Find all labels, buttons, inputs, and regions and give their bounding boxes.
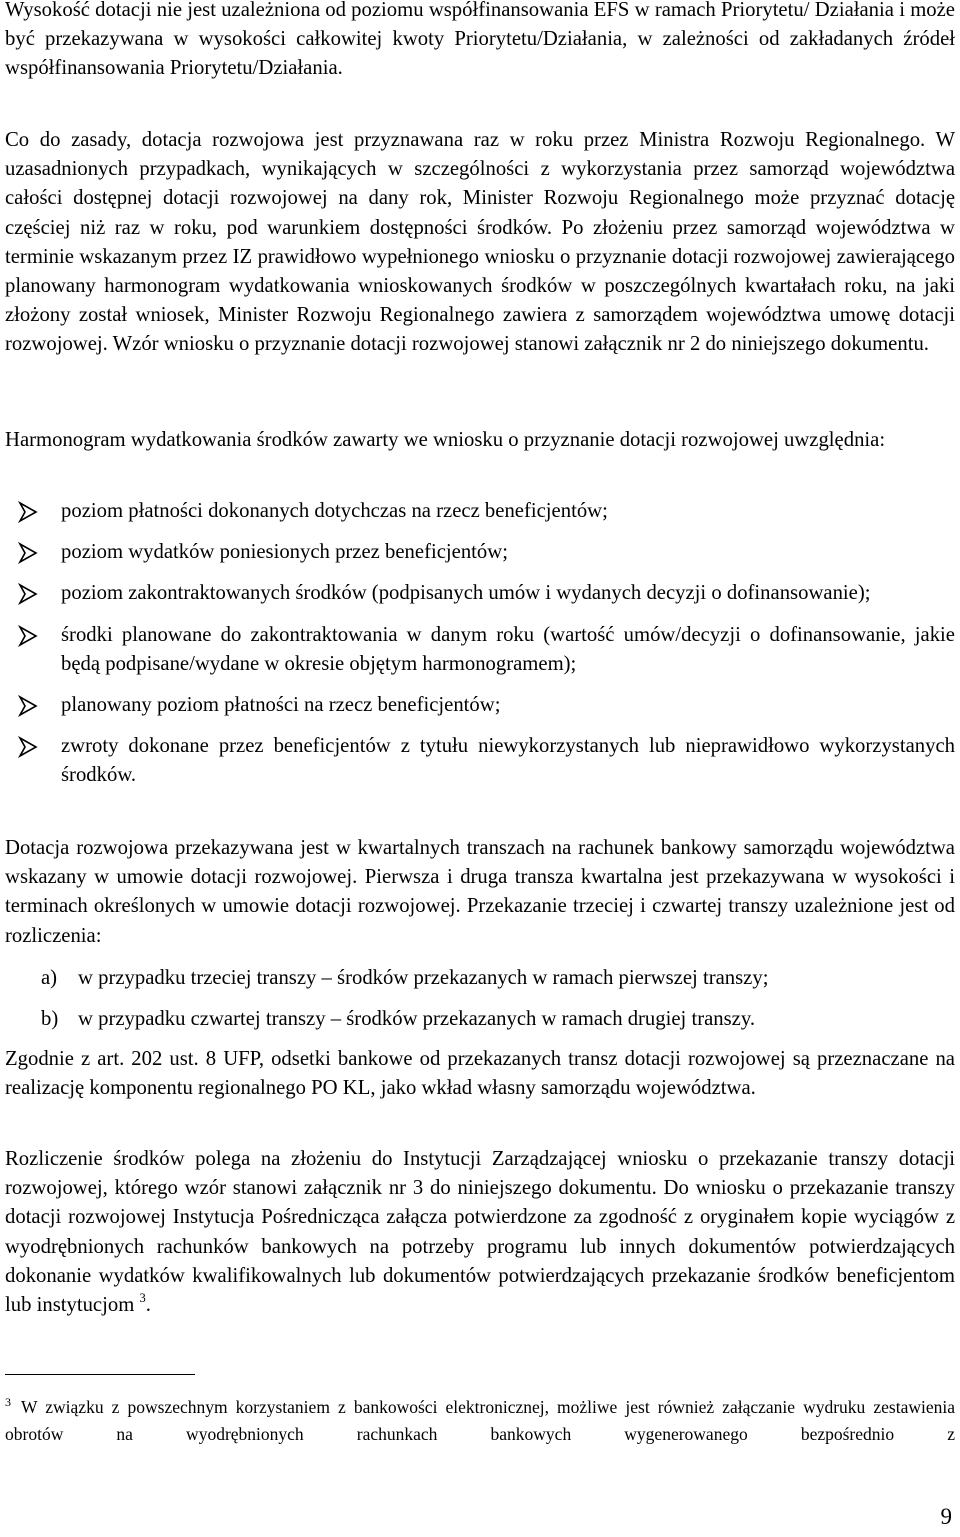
paragraph-settlement-text: Rozliczenie środków polega na złożeniu do Instytucji Zarządzającej wniosku o przekazanie transzy dotacji rozwojowej, którego wzór stanowi załącznik nr 3 do niniejszego dokumentu. Do wniosku o przekazanie transzy dotacji rozwojowej Instytucja Pośrednicząca załącza potwierdzone za zgodność z oryginałem kopie wyciągów z wyodrębnionych rachunków bankowych na potrzeby programu lub innych dokumentów potwierdzających dokonanie wydatków kwalifikowalnych lub dokumentów potwierdzających przekazanie środków beneficjentom lub instytucjom [5, 1148, 955, 1317]
tranche-settlement-list [5, 964, 955, 1046]
paragraph-bank-interest: Zgodnie z art. 202 ust. 8 UFP, odsetki bankowe od przekazanych transz dotacji rozwojowej są przeznaczane na realizację komponentu regionalnego PO KL, jako wkład własny samorządu województwa. [5, 1048, 955, 1100]
bullet-text: poziom wydatków poniesionych przez beneficjentów; [61, 541, 508, 564]
list-item [5, 964, 955, 993]
list-item-marker: a) [41, 967, 58, 989]
footnote-marker: 3 [5, 1395, 11, 1409]
bullet-text: poziom płatności dokonanych dotychczas na rzecz beneficjentów; [61, 500, 608, 522]
arrowhead-bullet-icon [17, 542, 39, 564]
paragraph-funding-amount: Wysokość dotacji nie jest uzależniona od poziomu współfinansowania EFS w ramach Priorytetu/ Działania i może być przekazywana w wysokości całkowitej kwoty Priorytetu/Działania, w zależności od zakładanych źródeł współfinansowania Priorytetu/Działania. [5, 0, 955, 80]
list-item-text: w przypadku czwartej transzy – środków przekazanych w ramach drugiej transzy. [78, 1008, 756, 1031]
list-item [5, 1005, 955, 1034]
list-item-text: w przypadku trzeciej transzy – środków przekazanych w ramach pierwszej transzy; [78, 967, 769, 989]
paragraph-grant-award: Co do zasady, dotacja rozwojowa jest przyznawana raz w roku przez Ministra Rozwoju Regionalnego. W uzasadnionych przypadkach, wynikających w szczególności z wykorzystania przez samorząd województwa całości dostępnej dotacji rozwojowej na dany rok, Minister Rozwoju Regionalnego może przyznać dotację częściej niż raz w roku, pod warunkiem dostępności środków. Po złożeniu przez samorząd województwa w terminie wskazanym przez IZ prawidłowo wypełnionego wniosku o przyznanie dotacji rozwojowej zawierającego planowany harmonogram wydatkowania wnioskowanych środków w poszczególnych kwartałach roku, na jaki złożony został wniosek, Minister Rozwoju Regionalnego zawiera z samorządem województwa umowę dotacji rozwojowej. Wzór wniosku o przyznanie dotacji rozwojowej stanowi załącznik nr 2 do niniejszego dokumentu. [5, 129, 955, 356]
list-item [5, 497, 955, 526]
list-item-marker: b) [41, 1008, 59, 1031]
footnote-separator [5, 1374, 195, 1375]
paragraph-settlement-end: . [145, 1294, 151, 1317]
arrowhead-bullet-icon [17, 736, 39, 758]
arrowhead-bullet-icon [17, 695, 39, 717]
footnote [5, 1389, 955, 1448]
footnote-reference[interactable]: 3 [139, 1291, 146, 1306]
list-item [5, 538, 955, 567]
arrowhead-bullet-icon [17, 583, 39, 605]
paragraph-settlement [5, 1145, 955, 1320]
paragraph-schedule-intro: Harmonogram wydatkowania środków zawarty we wniosku o przyznanie dotacji rozwojowej uwzględnia: [5, 429, 886, 451]
arrowhead-bullet-icon [17, 625, 39, 647]
bullet-text: środki planowane do zakontraktowania w danym roku (wartość umów/decyzji o dofinansowanie, jakie będą podpisane/wydane w okresie objętym harmonogramem); [61, 623, 955, 675]
bullet-text: poziom zakontraktowanych środków (podpisanych umów i wydanych decyzji o dofinansowanie); [61, 582, 871, 605]
paragraph-quarterly-tranches: Dotacja rozwojowa przekazywana jest w kwartalnych transzach na rachunek bankowy samorządu województwa wskazany w umowie dotacji rozwojowej. Pierwsza i druga transza kwartalna jest przekazywana w wysokości i terminach określonych w umowie dotacji rozwojowej. Przekazanie trzeciej i czwartej transzy uzależnione jest od rozliczenia: [5, 837, 955, 947]
page-number: 9 [940, 1504, 952, 1529]
list-item [5, 579, 955, 608]
schedule-bullet-list [5, 497, 955, 791]
arrowhead-bullet-icon [17, 501, 39, 523]
bullet-text: zwroty dokonane przez beneficjentów z tytułu niewykorzystanych lub nieprawidłowo wykorzystanych środków. [61, 735, 955, 787]
footnote-text: W związku z powszechnym korzystaniem z bankowości elektronicznej, możliwe jest również załączanie wydruku zestawienia obrotów na wyodrębnionych rachunkach bankowych wygenerowanego bezpośrednio z [5, 1397, 955, 1444]
list-item [5, 621, 955, 679]
bullet-text: planowany poziom płatności na rzecz beneficjentów; [61, 694, 501, 717]
list-item [5, 732, 955, 790]
list-item [5, 691, 955, 720]
